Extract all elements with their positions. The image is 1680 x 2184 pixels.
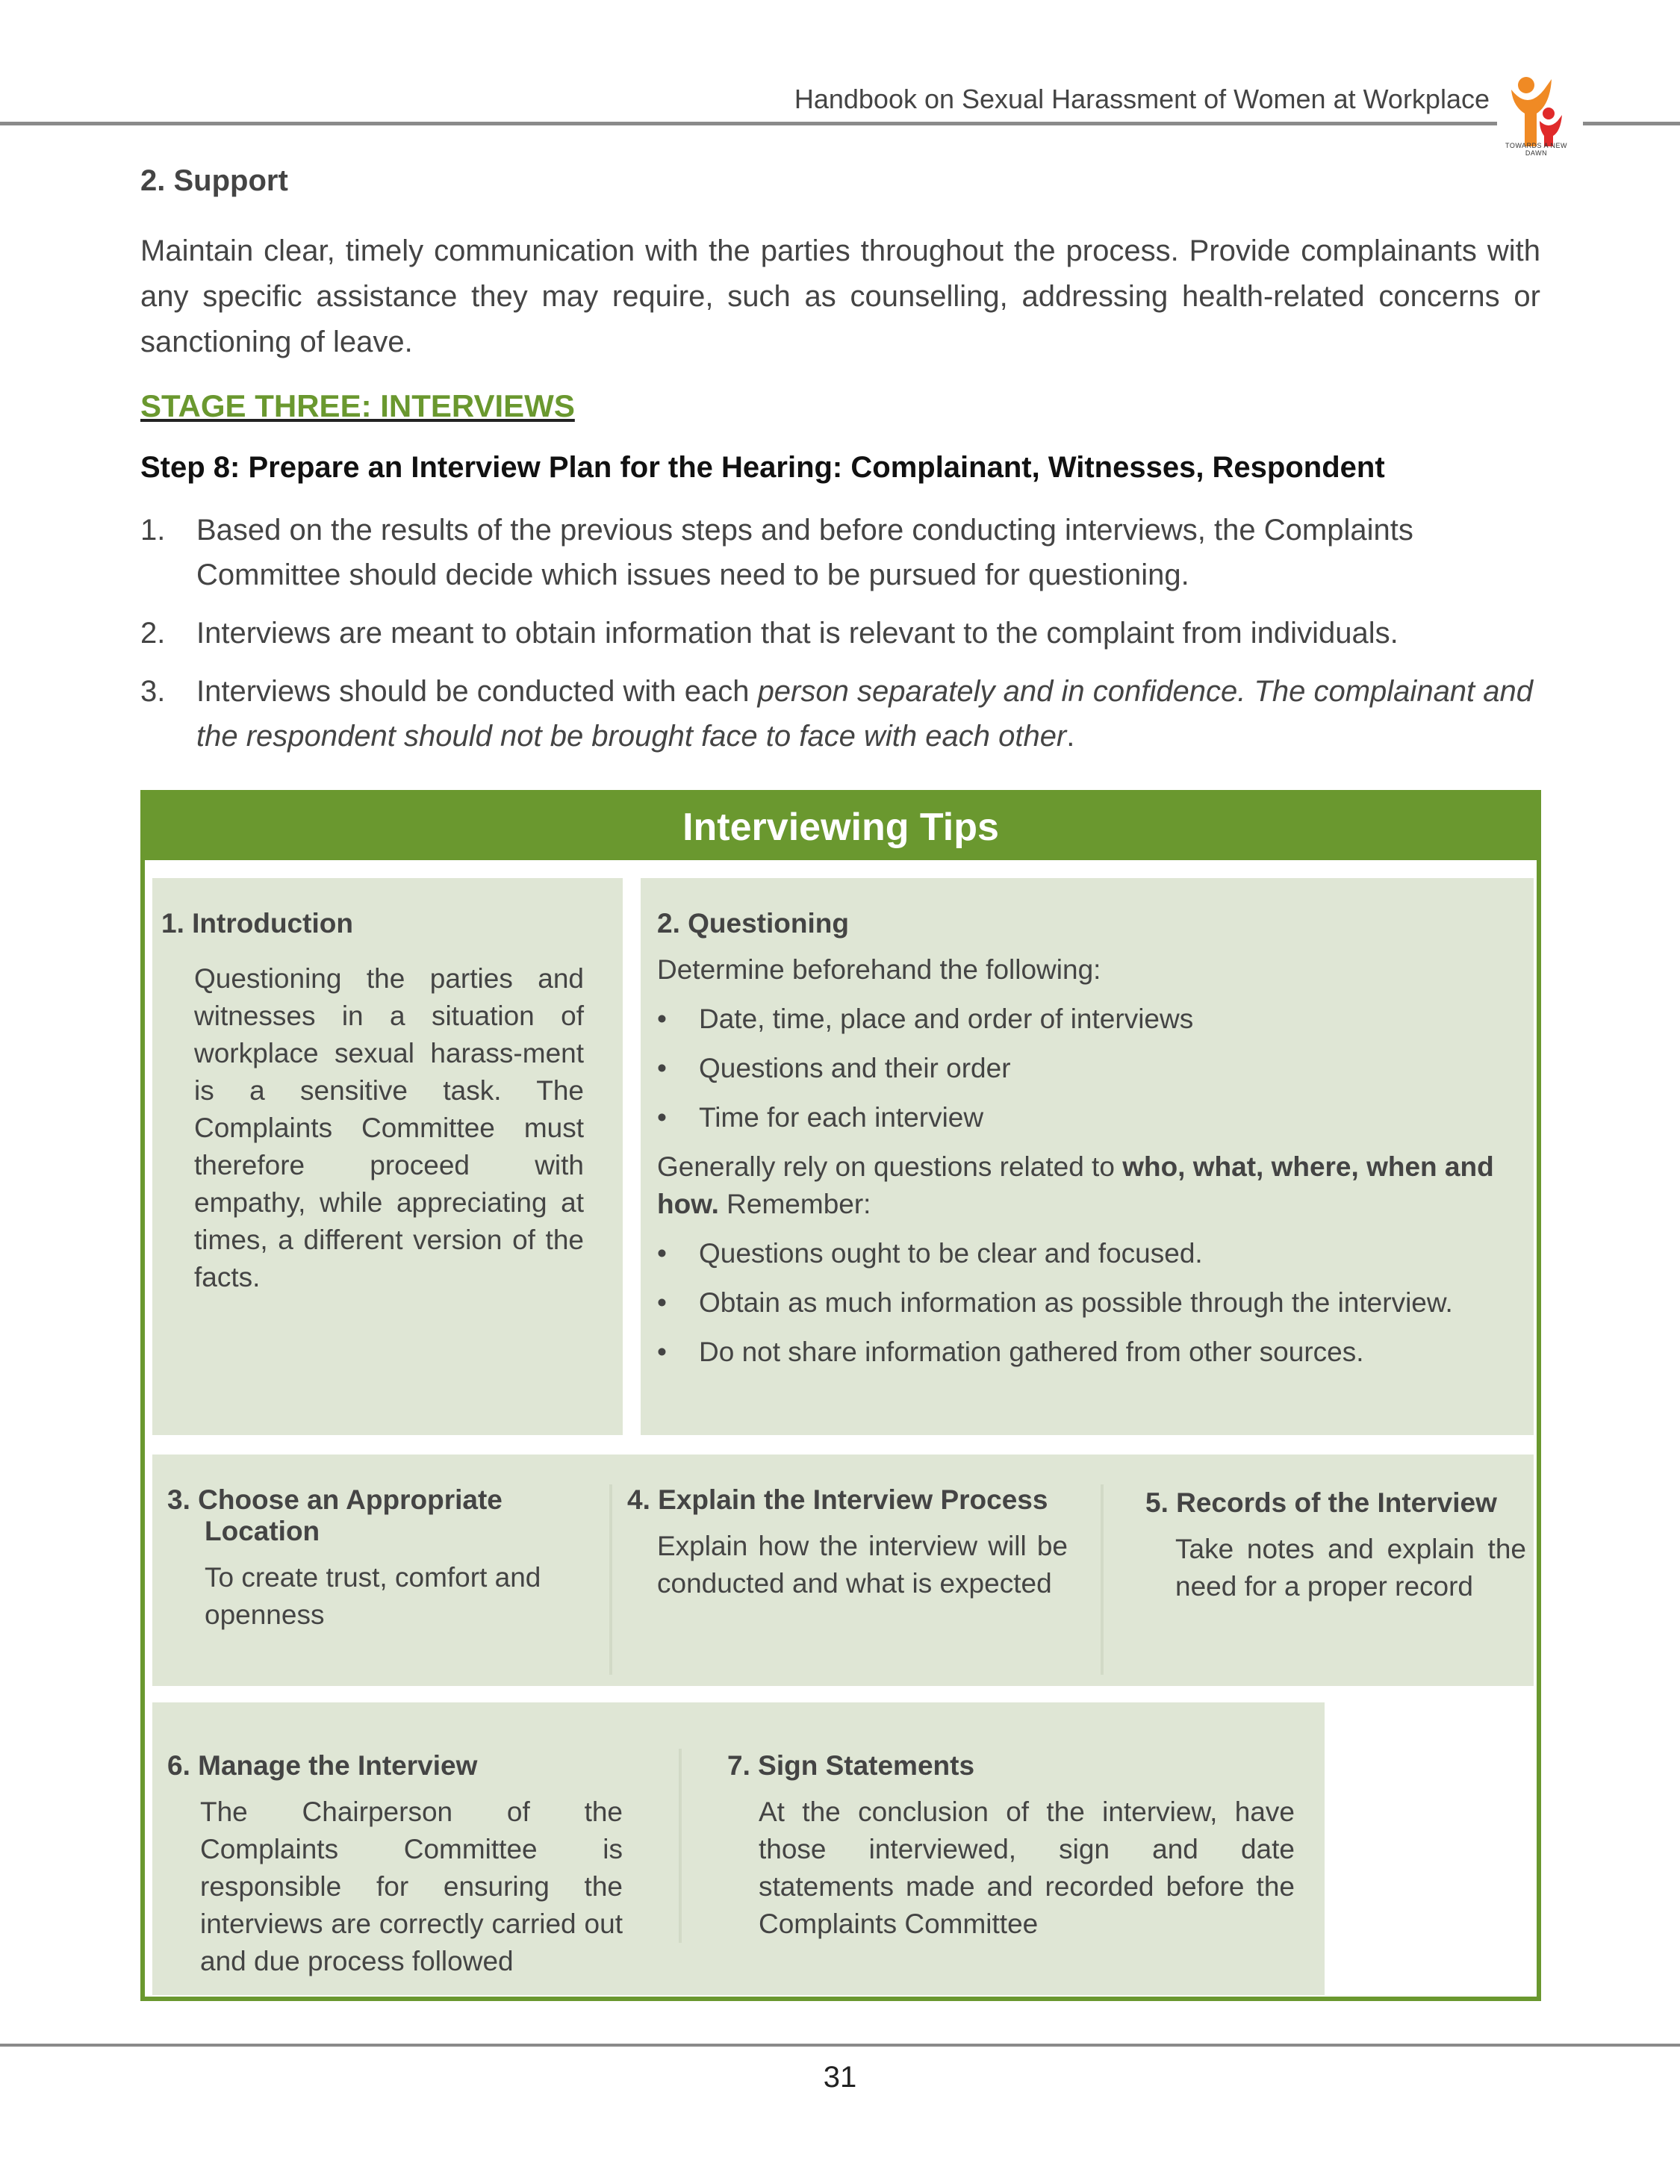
stage-title: STAGE THREE: INTERVIEWS — [140, 388, 575, 423]
list-number: 3. — [140, 675, 166, 708]
bullet-item: • Questions and their order — [657, 1050, 1523, 1087]
step8-heading: Step 8: Prepare an Interview Plan for the Hearing: Complainant, Witnesses, Respondent — [140, 451, 1385, 484]
logo-tagline: TOWARDS A NEW DAWN — [1505, 142, 1567, 157]
list-text-plain: Interviews should be conducted with each — [196, 675, 758, 708]
bullet-text: Date, time, place and order of interviews — [699, 1004, 1194, 1034]
header-rule-right — [1583, 122, 1680, 125]
header-rule-left — [0, 122, 1497, 125]
support-paragraph: Maintain clear, timely communication with the parties throughout the process. Provide complainants with any specific assistance they may require, such as counselling, addressing health-related concerns or sanctioning of leave. — [140, 234, 1540, 358]
list-text: Based on the results of the previous steps and before conducting interviews, the Complaints Committee should decide which issues need to be pursued for questioning. — [196, 514, 1413, 591]
bullet-item: • Time for each interview — [657, 1099, 1523, 1136]
bullet-text: Obtain as much information as possible through the interview. — [699, 1287, 1453, 1318]
mother-child-figures-icon — [1505, 75, 1565, 149]
step8-list — [140, 508, 1540, 772]
bullet-text: Time for each interview — [699, 1102, 984, 1133]
tip-text: To create trust, comfort and openness — [205, 1562, 541, 1630]
list-item — [140, 669, 1540, 759]
bullet-item: • Obtain as much information as possible through the interview. — [657, 1284, 1523, 1322]
running-header-title: Handbook on Sexual Harassment of Women at Workplace — [794, 84, 1490, 114]
list-text: Interviews are meant to obtain information that is relevant to the complaint from individuals. — [196, 617, 1399, 650]
interviewing-tips-box — [140, 790, 1541, 2001]
list-item — [140, 611, 1540, 656]
rely-plain: Generally rely on questions related to — [657, 1151, 1123, 1182]
rely-end: Remember: — [718, 1189, 871, 1219]
tip-heading: 1. Introduction — [161, 908, 353, 939]
tip-introduction — [152, 878, 623, 1435]
footer-rule — [0, 2044, 1680, 2047]
list-text — [196, 669, 1540, 759]
bullet-item: • Questions ought to be clear and focused. — [657, 1235, 1523, 1272]
tip-manage — [167, 1750, 623, 1980]
tip-location — [167, 1484, 597, 1634]
list-item — [140, 508, 1540, 597]
page-number: 31 — [823, 2061, 857, 2094]
list-number: 1. — [140, 514, 166, 547]
tip-text: Questioning the parties and witnesses in a situation of workplace sexual harass-ment is a sensitive task. The Complaints Committee must therefore proceed with empathy, while appreciating at times, a different version of the facts. — [194, 963, 584, 1292]
tip-text: Explain how the interview will be conducted and what is expected — [657, 1531, 1068, 1599]
tip-rely-text — [657, 1148, 1523, 1223]
bullet-item: • Do not share information gathered from other sources. — [657, 1334, 1523, 1371]
tip-records — [1145, 1487, 1526, 1605]
tip-process — [627, 1484, 1068, 1602]
tip-heading: 4. Explain the Interview Process — [627, 1484, 1048, 1515]
list-text-end: . — [1066, 720, 1075, 753]
column-divider — [609, 1484, 612, 1675]
rely-bold: who, what, where, when and how. — [657, 1151, 1494, 1219]
tip-text: The Chairperson of the Complaints Committee is responsible for ensuring the interviews are correctly carried out and due process followed — [200, 1796, 623, 1976]
tip-heading: 5. Records of the Interview — [1145, 1487, 1497, 1518]
bullet-text: Questions ought to be clear and focused. — [699, 1238, 1203, 1269]
tip-intro: Determine beforehand the following: — [657, 954, 1101, 985]
tip-text: At the conclusion of the interview, have those interviewed, sign and date statements made and recorded before the Complaints Committee — [759, 1796, 1295, 1939]
column-divider — [679, 1749, 682, 1943]
tip-text: Take notes and explain the need for a proper record — [1175, 1534, 1526, 1602]
bullet-text: Do not share information gathered from other sources. — [699, 1337, 1364, 1367]
tip-heading: 3. Choose an Appropriate Location — [167, 1484, 503, 1546]
tip-questioning — [641, 878, 1534, 1435]
list-text-italic: person separately and in confidence. The complainant and the respondent should not be brought face to face with each other — [196, 675, 1534, 753]
tip-heading: 7. Sign Statements — [727, 1750, 975, 1781]
support-heading: 2. Support — [140, 164, 288, 197]
tip-sign — [727, 1750, 1295, 1943]
column-divider — [1101, 1484, 1104, 1675]
tip-heading: 6. Manage the Interview — [167, 1750, 478, 1781]
bullet-text: Questions and their order — [699, 1053, 1011, 1083]
tips-row-3 — [152, 1702, 1325, 1995]
tips-title: Interviewing Tips — [145, 794, 1537, 860]
tip-heading: 2. Questioning — [657, 908, 849, 939]
bullet-item: • Date, time, place and order of interviews — [657, 1001, 1523, 1038]
tips-row-2 — [152, 1455, 1534, 1686]
list-number: 2. — [140, 617, 166, 650]
